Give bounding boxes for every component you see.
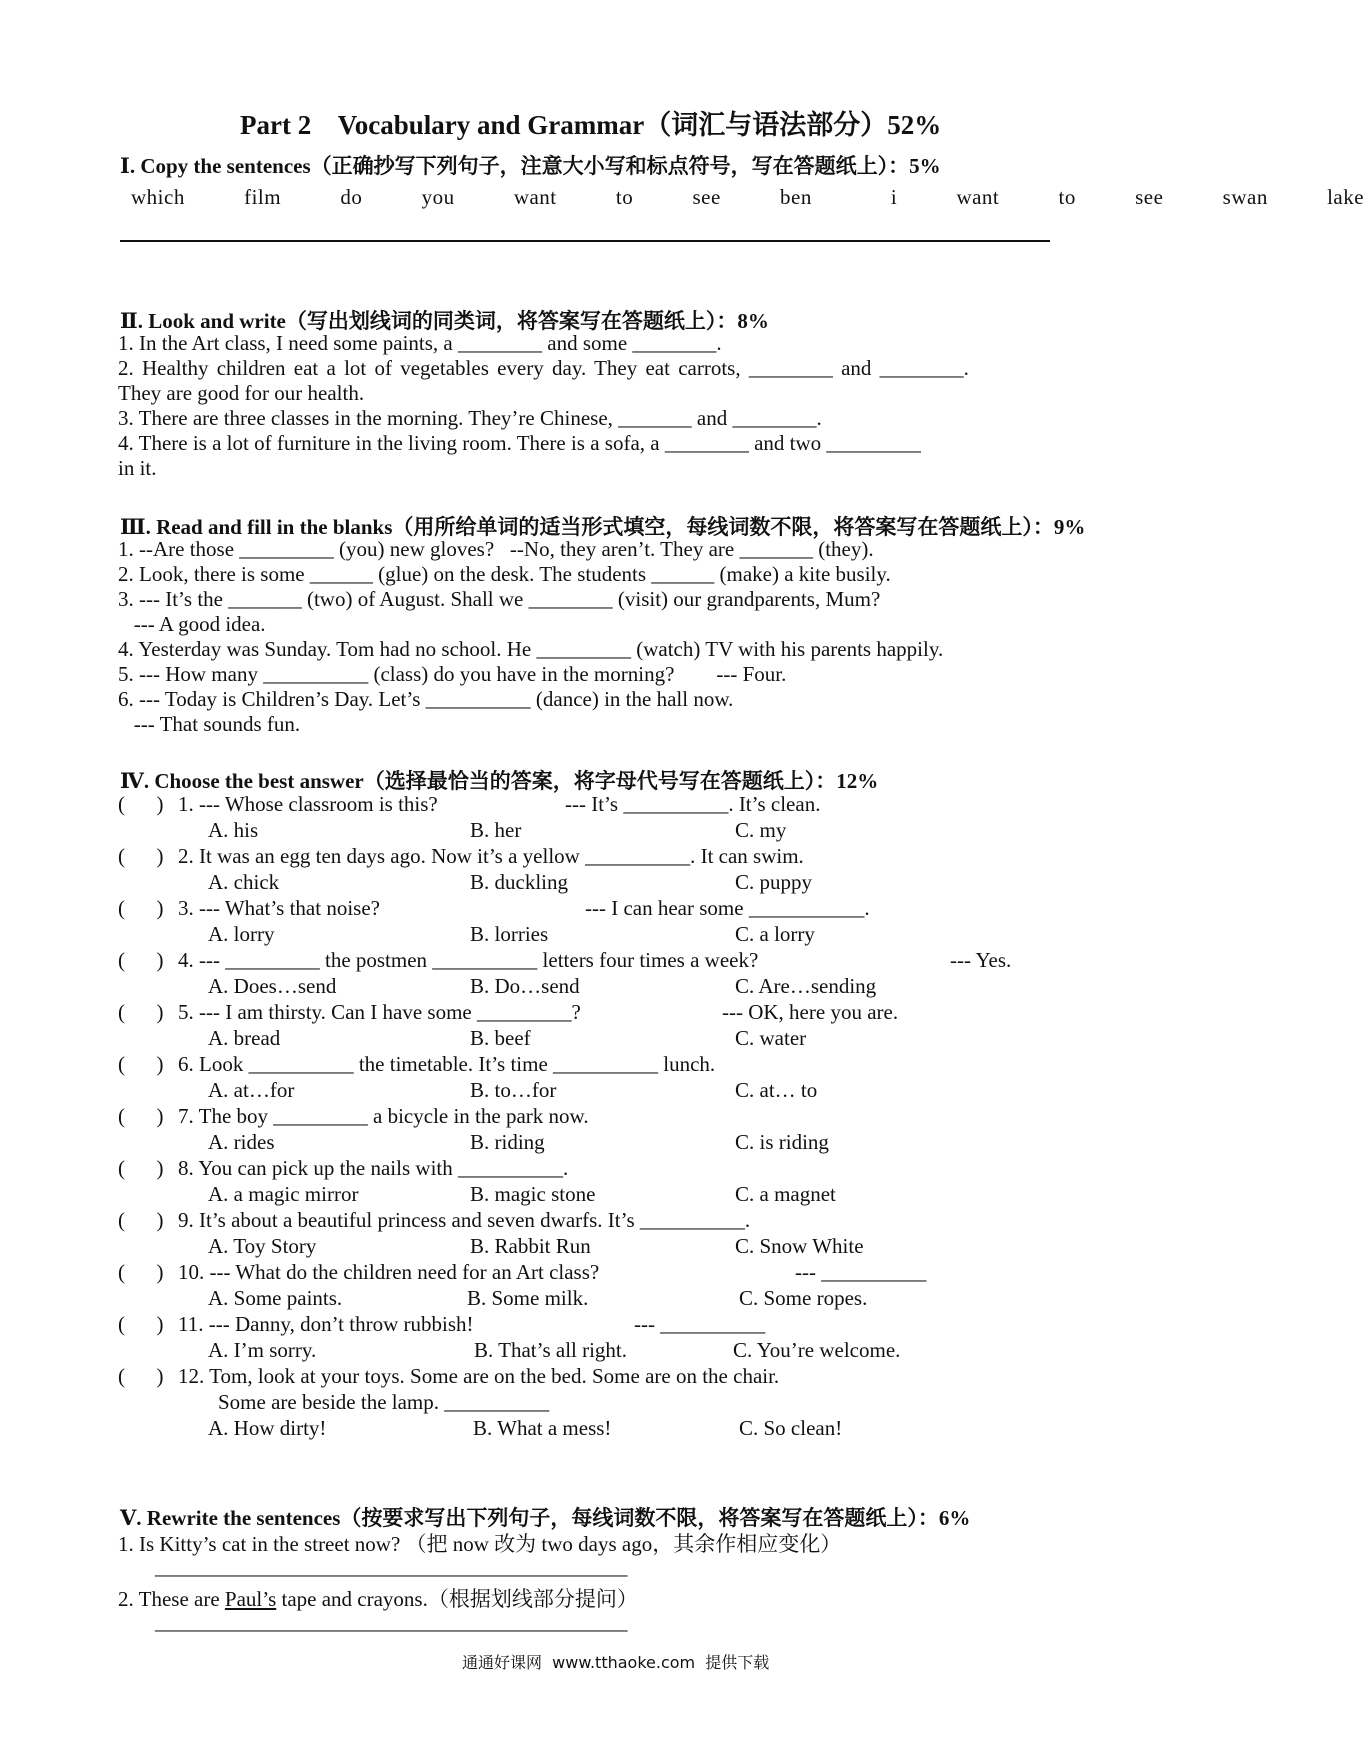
section-3-line: 4. Yesterday was Sunday. Tom had no school. He _________ (watch) TV with his parents happily.	[118, 637, 944, 661]
section-3-line: 2. Look, there is some ______ (glue) on the desk. The students ______ (make) a kite busily.	[118, 562, 891, 586]
rewrite-question-1: 1. Is Kitty’s cat in the street now? （把 now 改为 two days ago，其余作相应变化）	[118, 1532, 842, 1556]
section-2-line: 4. There is a lot of furniture in the living room. There is a sofa, a ________ and two _________	[118, 431, 921, 455]
option-a: A. his	[208, 818, 259, 842]
section-2-line: 3. There are three classes in the morning. They’re Chinese, _______ and ________.	[118, 406, 822, 430]
option-c: C. You’re welcome.	[733, 1338, 901, 1362]
question-stem: 2. It was an egg ten days ago. Now it’s a yellow __________. It can swim.	[178, 844, 804, 868]
question-stem: 7. The boy _________ a bicycle in the park now.	[178, 1104, 589, 1128]
section-3-line: 1. --Are those _________ (you) new gloves? --No, they aren’t. They are _______ (they).	[118, 537, 874, 561]
answer-bracket: ( )	[118, 1000, 164, 1024]
option-b: B. to…for	[470, 1078, 557, 1102]
question-stem: 3. --- What’s that noise?	[178, 896, 380, 920]
question-stem: 4. --- _________ the postmen __________ letters four times a week?	[178, 948, 759, 972]
question-stem: 1. --- Whose classroom is this?	[178, 792, 438, 816]
rewrite-question-2-suffix: tape and crayons.（根据划线部分提问）	[276, 1587, 638, 1611]
option-a: A. Does…send	[208, 974, 337, 998]
answer-bracket: ( )	[118, 896, 164, 920]
option-c: C. Are…sending	[735, 974, 877, 998]
question-reply: --- It’s __________. It’s clean.	[565, 792, 821, 816]
answer-bracket: ( )	[118, 1364, 164, 1388]
question-stem: 12. Tom, look at your toys. Some are on the bed. Some are on the chair.	[178, 1364, 780, 1388]
option-b: B. Rabbit Run	[470, 1234, 591, 1258]
section-5-heading: Ⅴ. Rewrite the sentences（按要求写出下列句子，每线词数不限，将答案写在答题纸上）：6%	[120, 1506, 971, 1530]
question-reply: --- __________	[634, 1312, 766, 1336]
option-b: B. beef	[470, 1026, 531, 1050]
option-c: C. Some ropes.	[739, 1286, 868, 1310]
answer-bracket: ( )	[118, 1156, 164, 1180]
option-a: A. lorry	[208, 922, 275, 946]
section-2-heading: Ⅱ. Look and write（写出划线词的同类词，将答案写在答题纸上）：8%	[120, 309, 769, 333]
option-a: A. How dirty!	[208, 1416, 327, 1440]
answer-bracket: ( )	[118, 1208, 164, 1232]
section-2-line: in it.	[118, 456, 157, 480]
rewrite-answer-line-2: _____________________________________________	[155, 1610, 628, 1634]
question-stem: 6. Look __________ the timetable. It’s time __________ lunch.	[178, 1052, 716, 1076]
question-stem: 9. It’s about a beautiful princess and seven dwarfs. It’s __________.	[178, 1208, 751, 1232]
question-stem: 8. You can pick up the nails with __________.	[178, 1156, 569, 1180]
question-stem: 5. --- I am thirsty. Can I have some _________?	[178, 1000, 581, 1024]
option-a: A. bread	[208, 1026, 281, 1050]
option-a: A. a magic mirror	[208, 1182, 359, 1206]
option-a: A. Toy Story	[208, 1234, 317, 1258]
answer-bracket: ( )	[118, 1104, 164, 1128]
option-b: B. Some milk.	[467, 1286, 589, 1310]
answer-bracket: ( )	[118, 844, 164, 868]
option-a: A. chick	[208, 870, 280, 894]
section-3-line: 6. --- Today is Children’s Day. Let’s __________ (dance) in the hall now.	[118, 687, 734, 711]
section-3-heading: Ⅲ. Read and fill in the blanks（用所给单词的适当形式填空，每线词数不限，将答案写在答题纸上）：9%	[120, 515, 1086, 539]
question-reply: --- Yes.	[950, 948, 1012, 972]
option-c: C. a magnet	[735, 1182, 836, 1206]
option-b: B. her	[470, 818, 522, 842]
section-2-line: They are good for our health.	[118, 381, 365, 405]
option-c: C. water	[735, 1026, 807, 1050]
option-b: B. magic stone	[470, 1182, 596, 1206]
option-c: C. puppy	[735, 870, 813, 894]
answer-bracket: ( )	[118, 1260, 164, 1284]
section-2-line: 2. Healthy children eat a lot of vegetables every day. They eat carrots, ________ and ________.	[118, 356, 969, 380]
section-3-line: --- That sounds fun.	[118, 712, 301, 736]
footer-source: 通通好课网 www.tthaoke.com 提供下载	[462, 1653, 770, 1672]
option-c: C. Snow White	[735, 1234, 864, 1258]
option-a: A. at…for	[208, 1078, 295, 1102]
question-stem: 11. --- Danny, don’t throw rubbish!	[178, 1312, 474, 1336]
rewrite-question-2-prefix: 2. These are	[118, 1587, 225, 1611]
answer-bracket: ( )	[118, 792, 164, 816]
answer-bracket: ( )	[118, 1312, 164, 1336]
page-title: Part 2 Vocabulary and Grammar（词汇与语法部分）52%	[240, 110, 942, 140]
underlined-word: Paul’s	[224, 1587, 277, 1611]
option-c: C. So clean!	[739, 1416, 843, 1440]
copy-sentence-words: which film do you want to see ben i want to see swan lake	[131, 185, 1364, 209]
section-1-heading: Ⅰ. Copy the sentences（正确抄写下列句子，注意大小写和标点符号，写在答题纸上）：5%	[120, 154, 941, 178]
option-a: A. I’m sorry.	[208, 1338, 317, 1362]
option-b: B. What a mess!	[473, 1416, 612, 1440]
rewrite-question-2	[118, 1583, 638, 1613]
section-4-heading: Ⅳ. Choose the best answer（选择最恰当的答案，将字母代号写在答题纸上）：12%	[120, 769, 879, 793]
question-reply: --- OK, here you are.	[722, 1000, 899, 1024]
section-2-line: 1. In the Art class, I need some paints, a ________ and some ________.	[118, 331, 722, 355]
option-b: B. That’s all right.	[474, 1338, 628, 1362]
rewrite-answer-line-1: _____________________________________________	[155, 1555, 628, 1579]
answer-bracket: ( )	[118, 1052, 164, 1076]
option-a: A. rides	[208, 1130, 275, 1154]
option-c: C. my	[735, 818, 787, 842]
option-c: C. a lorry	[735, 922, 815, 946]
option-c: C. is riding	[735, 1130, 829, 1154]
option-c: C. at… to	[735, 1078, 818, 1102]
question-stem: 10. --- What do the children need for an Art class?	[178, 1260, 600, 1284]
option-b: B. riding	[470, 1130, 545, 1154]
option-b: B. duckling	[470, 870, 568, 894]
copy-answer-line	[120, 240, 1050, 242]
section-3-line: 3. --- It’s the _______ (two) of August. Shall we ________ (visit) our grandparents, Mum?	[118, 587, 881, 611]
section-3-line: --- A good idea.	[118, 612, 266, 636]
option-a: A. Some paints.	[208, 1286, 343, 1310]
question-reply: --- I can hear some ___________.	[585, 896, 870, 920]
option-b: B. lorries	[470, 922, 549, 946]
option-b: B. Do…send	[470, 974, 580, 998]
question-reply: --- __________	[795, 1260, 927, 1284]
question-stem-continued: Some are beside the lamp. __________	[218, 1390, 550, 1414]
answer-bracket: ( )	[118, 948, 164, 972]
section-3-line: 5. --- How many __________ (class) do you have in the morning? --- Four.	[118, 662, 787, 686]
